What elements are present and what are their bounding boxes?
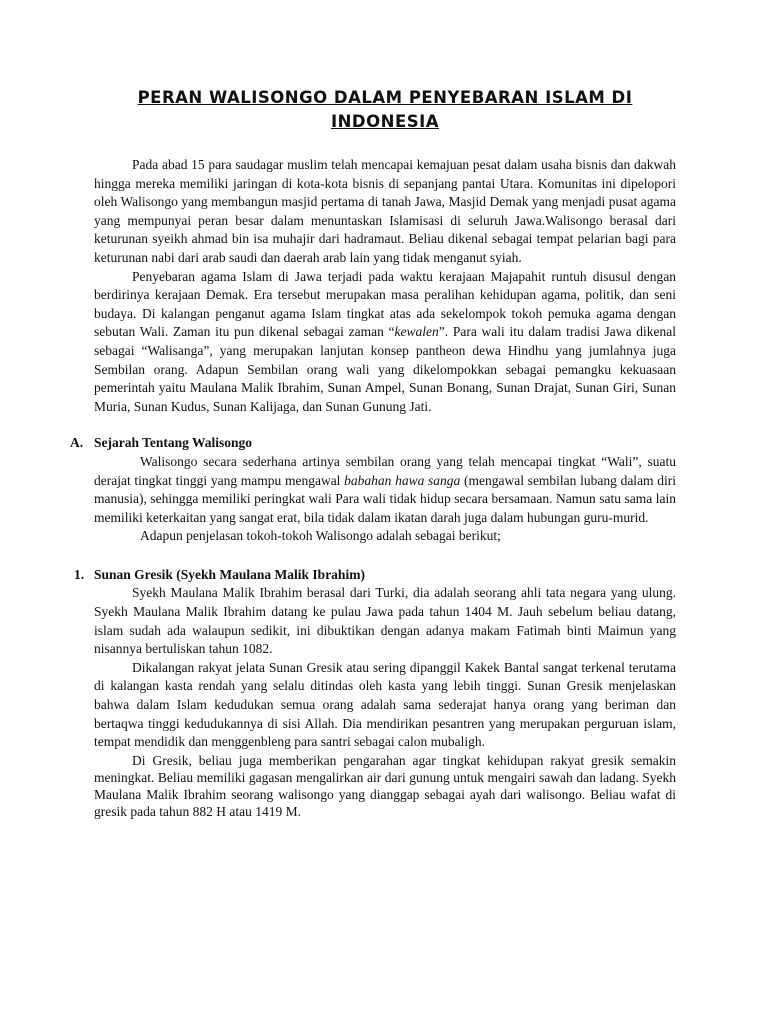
intro-paragraph-2: [94, 268, 676, 417]
section-a-label: A.: [70, 435, 84, 451]
intro-paragraph-1: Pada abad 15 para saudagar muslim telah mencapai kemajuan pesat dalam usaha bisnis dan dakwah hingga mereka memiliki jaringan di kota-kota bisnis di sepanjang pantai Utara. Komunitas ini dipelopori oleh Walisongo yang membangun masjid pertama di tanah Jawa, Masjid Demak yang menjadi pusat agama yang mempunyai peran besar dalam menuntaskan Islamisasi di seluruh Jawa.Walisongo berasal dari keturunan syeikh ahmad bin isa muhajir dari hadramaut. Beliau dikenal sebagai tempat pelarian bagi para keturunan nabi dari arab saudi dan daerah arab lain yang tidak menganut syiah.: [94, 157, 676, 265]
section-1-heading: [74, 566, 676, 585]
intro-paragraph-2-text-b: ”. Para wali itu dalam tradisi Jawa dikenal sebagai “Walisanga”, yang merupakan lanjutan konsep pantheon dewa Hindhu yang jumlahnya juga Sembilan orang. Adapun Sembilan orang wali yang dikelompokkan sebagai pemangku kekuasaan pemerintah yaitu Maulana Malik Ibrahim, Sunan Ampel, Sunan Bonang, Sunan Drajat, Sunan Giri, Sunan Muria, Sunan Kudus, Sunan Kalijaga, dan Sunan Gunung Jati.: [94, 324, 676, 414]
section-a-paragraph-2: Adapun penjelasan tokoh-tokoh Walisongo adalah sebagai berikut;: [140, 528, 501, 544]
section-1-label: 1.: [74, 566, 85, 582]
section-1-paragraph-1: Syekh Maulana Malik Ibrahim berasal dari Turki, dia adalah seorang ahli tata negara yang ulung. Syekh Maulana Malik Ibrahim datang ke pulau Jawa pada tahun 1404 M. Jauh sebelum beliau datang, islam sudah ada walaupun sedikit, ini dibuktikan dengan adanya makam Fatimah binti Maimun yang nisannya bertuliskan tahun 1082.: [94, 585, 676, 657]
section-1-paragraph-3: Di Gresik, beliau juga memberikan pengarahan agar tingkat kehidupan rakyat gresik semakin meningkat. Beliau memiliki gagasan mengalirkan air dari gunung untuk mengairi sawah dan ladang. Syekh Maulana Malik Ibrahim seorang walisongo yang dianggap sebagai ayah dari walisongo. Beliau wafat di gresik pada tahun 882 H atau 1419 M.: [94, 752, 676, 820]
section-a-paragraph-1-text-b: (mengawal sembilan lubang dalam diri manusia), sehingga memiliki peringkat wali Para wali tidak hidup secara bersamaan. Namun satu sama lain memiliki keterkaitan yang sangat erat, bila tidak dalam ikatan darah juga dalam hubungan guru-murid.: [94, 472, 677, 525]
intro-paragraph-2-emphasis: kewalen: [394, 324, 439, 340]
section-1-title: Sunan Gresik (Syekh Maulana Malik Ibrahim): [94, 566, 365, 582]
section-a-title: Sejarah Tentang Walisongo: [94, 435, 253, 451]
section-1-tight-block: [94, 752, 676, 821]
intro-paragraph-2-text-a: Penyebaran agama Islam di Jawa terjadi pada waktu kerajaan Majapahit runtuh disusul dengan berdirinya kerajaan Demak. Era tersebut merupakan masa peralihan kehidupan agama, politik, dan seni budaya. Di kalangan penganut agama Islam tingkat atas ada sekelompok tokoh pemuka agama dengan sebutan Wali. Zaman itu pun dikenal sebagai zaman “: [94, 268, 676, 340]
section-a-paragraph-1: [94, 453, 676, 527]
page-title: PERAN WALISONGO DALAM PENYEBARAN ISLAM DI INDONESIA: [137, 88, 633, 131]
section-a-heading: [70, 434, 676, 453]
section-a-paragraph-1-emphasis: babahan hawa sanga: [344, 472, 461, 488]
section-a-paragraph-1-text-a: Walisongo secara sederhana artinya sembilan orang yang telah mencapai tingkat “Wali”, suatu derajat tingkat tinggi yang mampu mengawal: [94, 453, 676, 488]
section-1-paragraph-2: Dikalangan rakyat jelata Sunan Gresik atau sering dipanggil Kakek Bantal sangat terkenal terutama di kalangan kasta rendah yang selalu ditindas oleh kasta yang lebih tinggi. Sunan Gresik menjelaskan bahwa dalam Islam kedudukan semua orang adalah sama sederajat hanya orang yang beriman dan bertaqwa tinggi kedudukannya di sisi Allah. Dia mendirikan pesantren yang merupakan perguruan islam, tempat mendidik dan menggenbleng para santri sebagai calon mubaligh.: [94, 659, 676, 750]
